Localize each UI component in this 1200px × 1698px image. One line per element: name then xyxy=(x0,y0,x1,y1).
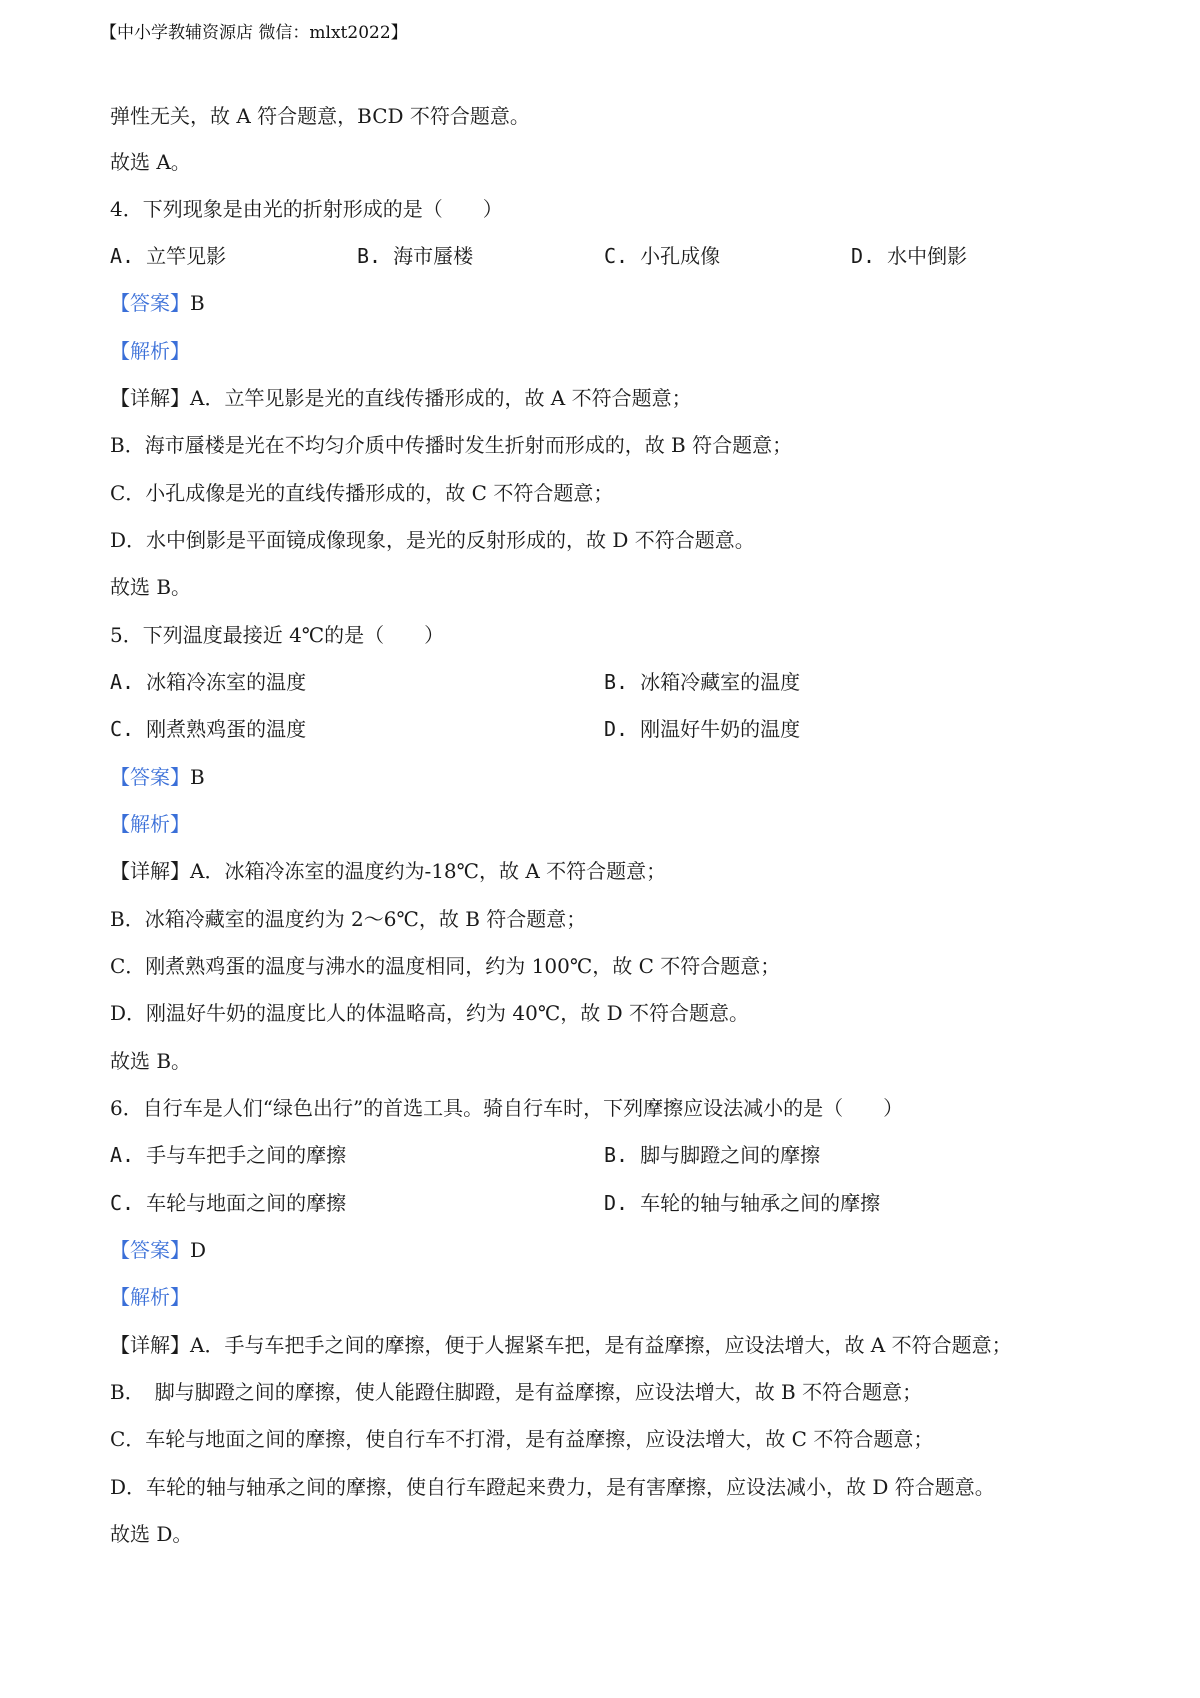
option-letter: A. xyxy=(110,670,135,694)
option-text: 刚煮熟鸡蛋的温度 xyxy=(146,717,307,741)
option-letter: C. xyxy=(604,244,629,268)
answer-tag: 【答案】 xyxy=(110,291,190,315)
q5-detail-d: D．刚温好牛奶的温度比人的体温略高，约为 40℃，故 D 不符合题意。 xyxy=(110,1001,749,1025)
q5-answer xyxy=(110,765,205,789)
answer-value: B xyxy=(190,291,205,315)
q5-option-c xyxy=(110,717,306,741)
q4-detail-c: C．小孔成像是光的直线传播形成的，故 C 不符合题意； xyxy=(110,481,614,505)
q4-detail-a: 【详解】A．立竿见影是光的直线传播形成的，故 A 不符合题意； xyxy=(110,386,692,410)
q6-detail-b: B． 脚与脚蹬之间的摩擦，使人能蹬住脚蹬，是有益摩擦，应设法增大，故 B 不符合题意； xyxy=(110,1380,923,1404)
option-text: 水中倒影 xyxy=(887,244,968,268)
q6-answer xyxy=(110,1238,206,1262)
option-text: 冰箱冷冻室的温度 xyxy=(146,670,307,694)
q6-detail-a: 【详解】A．手与车把手之间的摩擦，便于人握紧车把，是有益摩擦，应设法增大，故 A 不符合题意； xyxy=(110,1333,1012,1357)
prev-explanation-line: 弹性无关，故 A 符合题意，BCD 不符合题意。 xyxy=(110,104,530,128)
option-letter: D. xyxy=(604,1191,629,1215)
q5-option-d xyxy=(604,717,800,741)
q6-option-d xyxy=(604,1191,880,1215)
option-letter: C. xyxy=(110,1191,135,1215)
option-text: 车轮的轴与轴承之间的摩擦 xyxy=(640,1191,881,1215)
q4-detail-d: D．水中倒影是平面镜成像现象，是光的反射形成的，故 D 不符合题意。 xyxy=(110,528,755,552)
q4-answer xyxy=(110,291,205,315)
answer-value: B xyxy=(190,765,205,789)
q5-analysis-tag: 【解析】 xyxy=(110,812,190,836)
q6-stem: 6．自行车是人们“绿色出行”的首选工具。骑自行车时，下列摩擦应设法减小的是（ ） xyxy=(110,1096,904,1120)
q6-detail-c: C．车轮与地面之间的摩擦，使自行车不打滑，是有益摩擦，应设法增大，故 C 不符合题意； xyxy=(110,1427,934,1451)
answer-tag: 【答案】 xyxy=(110,765,190,789)
q4-detail-b: B．海市蜃楼是光在不均匀介质中传播时发生折射而形成的，故 B 符合题意； xyxy=(110,433,793,457)
q6-choice: 故选 D。 xyxy=(110,1522,193,1546)
q4-option-a xyxy=(110,244,226,268)
option-text: 冰箱冷藏室的温度 xyxy=(640,670,801,694)
option-letter: B. xyxy=(604,670,629,694)
option-letter: B. xyxy=(604,1143,629,1167)
prev-choice-line: 故选 A。 xyxy=(110,150,191,174)
option-letter: A. xyxy=(110,1143,135,1167)
answer-tag: 【答案】 xyxy=(110,1238,190,1262)
q4-stem: 4．下列现象是由光的折射形成的是（ ） xyxy=(110,197,503,221)
q5-stem: 5．下列温度最接近 4℃的是（ ） xyxy=(110,623,445,647)
option-text: 车轮与地面之间的摩擦 xyxy=(146,1191,347,1215)
q6-analysis-tag: 【解析】 xyxy=(110,1285,190,1309)
q6-option-b xyxy=(604,1143,820,1167)
q4-analysis-tag: 【解析】 xyxy=(110,339,190,363)
option-letter: D. xyxy=(851,244,876,268)
option-text: 小孔成像 xyxy=(640,244,721,268)
option-letter: A. xyxy=(110,244,135,268)
q5-option-b xyxy=(604,670,800,694)
q5-detail-b: B．冰箱冷藏室的温度约为 2～6℃，故 B 符合题意； xyxy=(110,907,587,931)
q4-option-d xyxy=(851,244,967,268)
q5-detail-a: 【详解】A．冰箱冷冻室的温度约为-18℃，故 A 不符合题意； xyxy=(110,859,667,883)
option-letter: D. xyxy=(604,717,629,741)
option-text: 刚温好牛奶的温度 xyxy=(640,717,801,741)
option-letter: C. xyxy=(110,717,135,741)
q5-detail-c: C．刚煮熟鸡蛋的温度与沸水的温度相同，约为 100℃，故 C 不符合题意； xyxy=(110,954,781,978)
q6-option-c xyxy=(110,1191,346,1215)
option-text: 手与车把手之间的摩擦 xyxy=(146,1143,347,1167)
option-text: 脚与脚蹬之间的摩擦 xyxy=(640,1143,821,1167)
q5-option-a xyxy=(110,670,306,694)
q6-detail-d: D．车轮的轴与轴承之间的摩擦，使自行车蹬起来费力，是有害摩擦，应设法减小，故 D 符合题意。 xyxy=(110,1475,995,1499)
option-text: 海市蜃楼 xyxy=(393,244,474,268)
answer-value: D xyxy=(190,1238,207,1262)
option-letter: B. xyxy=(357,244,382,268)
q4-option-b xyxy=(357,244,473,268)
q5-choice: 故选 B。 xyxy=(110,1049,192,1073)
option-text: 立竿见影 xyxy=(146,244,227,268)
q4-option-c xyxy=(604,244,720,268)
q4-choice: 故选 B。 xyxy=(110,575,192,599)
watermark-header: 【中小学教辅资源店 微信：mlxt2022】 xyxy=(100,23,408,43)
q6-option-a xyxy=(110,1143,346,1167)
